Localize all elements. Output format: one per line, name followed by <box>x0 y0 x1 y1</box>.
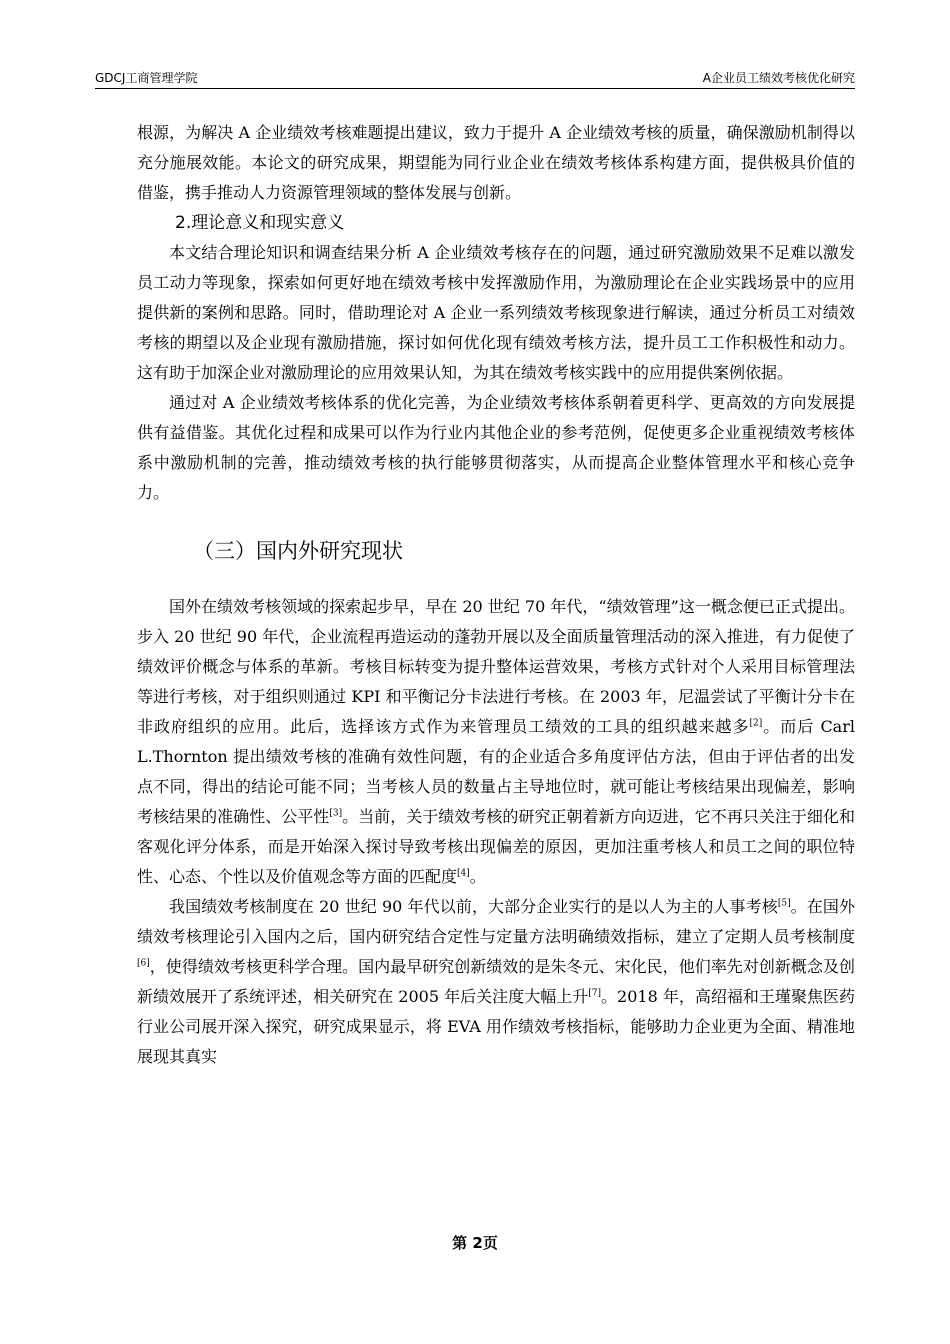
citation-ref: [6] <box>137 958 150 969</box>
citation-ref: [5] <box>777 898 791 909</box>
text-run: 。 <box>469 867 486 886</box>
text-run: 。而后 Carl L.Thornton 提出绩效考核的准确有效性问题，有的企业适合多角度评估方法，但由于评估者的出发点不同，得出的结论可能不同；当考核人员的数量占主导地位时，就可能让考核结果出现偏差，影响考核结果的准确性、公平性 <box>137 717 855 826</box>
paragraph-continued: 根源，为解决 A 企业绩效考核难题提出建议，致力于提升 A 企业绩效考核的质量，确保激励机制得以充分施展效能。本论文的研究成果，期望能为同行业企业在绩效考核体系构建方面，提供极具价值的借鉴，携手推动人力资源管理领域的整体发展与创新。 <box>137 123 855 202</box>
page-header <box>95 64 855 86</box>
page-number: 第 2页 <box>452 1234 498 1252</box>
page-body <box>137 118 855 1072</box>
text-run: 国外在绩效考核领域的探索起步早，早在 20 世纪 70 年代，“绩效管理”这一概念便已正式提出。步入 20 世纪 90 年代，企业流程再造运动的蓬勃开展以及全面质量管理活动的深入推进，有力促使了绩效评价概念与体系的革新。考核目标转变为提升整体运营效果，考核方式针对个人采用目标管理法等进行考核，对于组织则通过 KPI 和平衡记分卡法进行考核。在 2003 年，尼温尝试了平衡计分卡在非政府组织的应用。此后，选择该方式作为来管理员工绩效的工具的组织越来越多 <box>137 597 855 736</box>
text-run: 我国绩效考核制度在 20 世纪 90 年代以前，大部分企业实行的是以人为主的人事考核 <box>169 897 778 916</box>
citation-ref: [7] <box>588 988 601 999</box>
text-run: ，使得绩效考核更科学合理。国内最早研究创新绩效的是朱冬元、宋化民，他们率先对创新概念及创新绩效展开了系统评述，相关研究在 2005 年后关注度大幅上升 <box>137 957 855 1006</box>
section-heading-research-status: （三）国内外研究现状 <box>193 539 403 563</box>
header-right-title: A企业员工绩效考核优化研究 <box>702 71 855 85</box>
text-run: 。当前，关于绩效考核的研究正朝着新方向迈进，它不再只关注于细化和客观化评分体系，而是开始深入探讨导致考核出现偏差的原因，更加注重考核人和员工之间的职位特性、心态、个性以及价值观念等方面的匹配度 <box>137 807 855 886</box>
text-run: 。在国外绩效考核理论引入国内之后，国内研究结合定性与定量方法明确绩效指标，建立了定期人员考核制度 <box>137 897 855 946</box>
text-run: 。2018 年，高绍福和王瑾聚焦医药行业公司展开深入探究，研究成果显示，将 EVA 用作绩效考核指标，能够助力企业更为全面、精准地展现其真实 <box>137 987 855 1066</box>
paragraph-theory: 本文结合理论知识和调查结果分析 A 企业绩效考核存在的问题，通过研究激励效果不足难以激发员工动力等现象，探索如何更好地在绩效考核中发挥激励作用，为激励理论在企业实践场景中的应用提供新的案例和思路。同时，借助理论对 A 企业一系列绩效考核现象进行解读，通过分析员工对绩效考核的期望以及企业现有激励措施，探讨如何优化现有绩效考核方法，提升员工工作积极性和动力。这有助于加深企业对激励理论的应用效果认知，为其在绩效考核实践中的应用提供案例依据。 <box>137 243 855 382</box>
citation-ref: [3] <box>329 808 343 819</box>
citation-ref: [2] <box>749 718 763 729</box>
citation-ref: [4] <box>457 868 470 879</box>
paragraph-practice: 通过对 A 企业绩效考核体系的优化完善，为企业绩效考核体系朝着更科学、更高效的方向发展提供有益借鉴。其优化过程和成果可以作为行业内其他企业的参考范例，促使更多企业重视绩效考核体系中激励机制的完善，推动绩效考核的执行能够贯彻落实，从而提高企业整体管理水平和核心竞争力。 <box>137 393 855 502</box>
subheading-theory-practice: 2.理论意义和现实意义 <box>175 213 345 233</box>
paragraph-foreign-research <box>137 592 855 892</box>
header-rule <box>95 88 855 89</box>
header-left-institution: GDCJ工商管理学院 <box>95 71 198 85</box>
paragraph-domestic-research <box>137 892 855 1072</box>
